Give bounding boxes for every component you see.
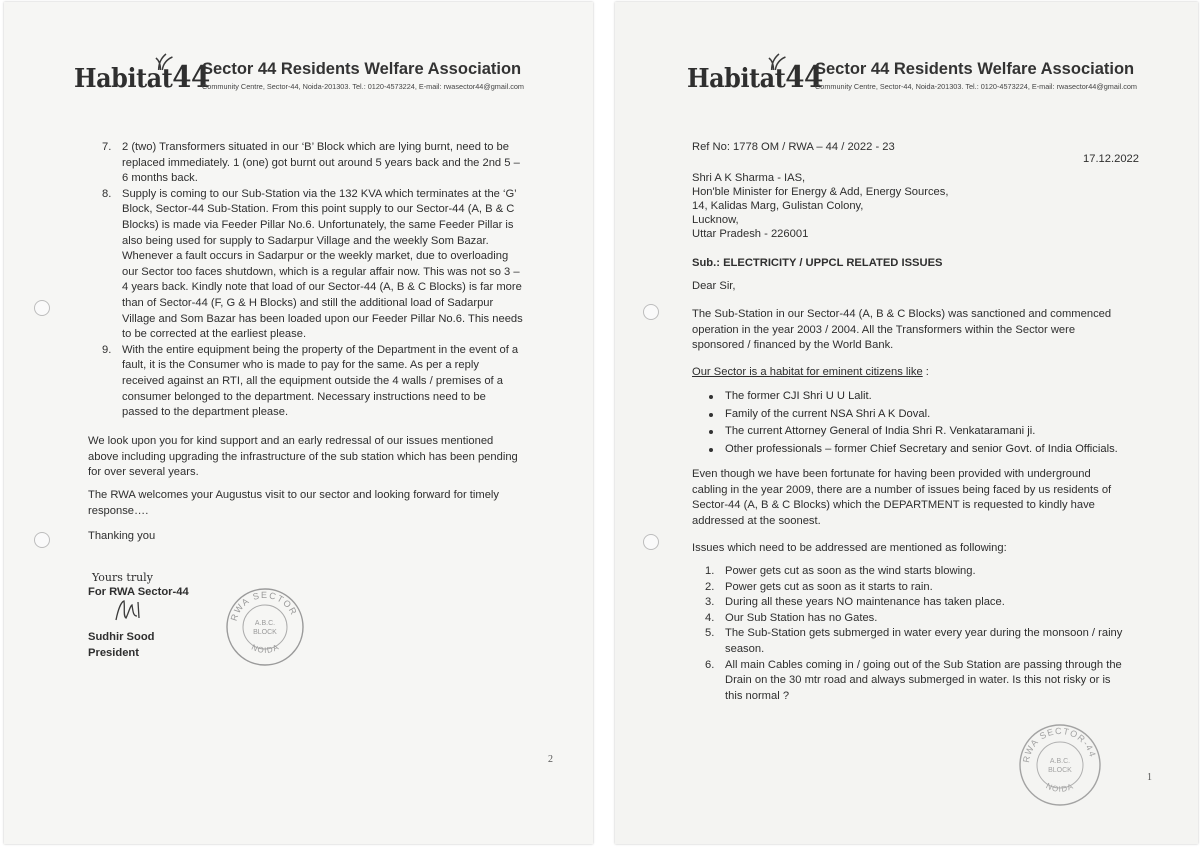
habitat-heading: Our Sector is a habitat for eminent citizens like : xyxy=(692,366,929,378)
subject-line: Sub.: ELECTRICITY / UPPCL RELATED ISSUES xyxy=(692,257,943,269)
list-item: The former CJI Shri U U Lalit. xyxy=(707,389,1147,405)
welcome-paragraph: The RWA welcomes your Augustus visit to our sector and looking forward for timely response…. xyxy=(88,489,500,517)
list-item: The current Attorney General of India Shri R. Venkataramani ji. xyxy=(707,424,1147,440)
punch-hole xyxy=(34,300,50,316)
thanking-line: Thanking you xyxy=(88,530,156,542)
reference-number: Ref No: 1778 OM / RWA – 44 / 2022 - 23 xyxy=(692,141,895,153)
svg-text:BLOCK: BLOCK xyxy=(1048,767,1072,774)
list-item: 5. The Sub-Station gets submerged in water every year during the monsoon / rainy season. xyxy=(705,627,1123,655)
svg-text:A.B.C.: A.B.C. xyxy=(1049,758,1071,765)
punch-hole xyxy=(643,304,659,320)
list-item: 2. Power gets cut as soon as it starts to rain. xyxy=(705,580,933,593)
signatory-name: Sudhir Sood xyxy=(88,631,155,643)
issues-list-continued xyxy=(102,140,548,421)
list-item: 4. Our Sub Station has no Gates. xyxy=(705,611,878,624)
org-name: Sector 44 Residents Welfare Association xyxy=(815,60,1135,78)
page-number: 1 xyxy=(1147,772,1152,783)
letter-page-2 xyxy=(4,2,593,844)
rwa-stamp xyxy=(222,584,308,670)
signature-mark xyxy=(112,598,152,624)
leaf-icon xyxy=(155,52,175,72)
issues-list xyxy=(705,564,1150,704)
svg-text:A.B.C.: A.B.C. xyxy=(254,620,276,627)
list-item: 7. 2 (two) Transformers situated in our ‘B’ Block which are lying burnt, need to be replaced immediately. 1 (one) got burnt out around 5 years back and the 2nd 5 – 6 months back. xyxy=(102,141,520,185)
closing-paragraph: We look upon you for kind support and an early redressal of our issues mentioned above including upgrading the infrastructure of the sub station which has been pending for over several years. xyxy=(88,435,518,479)
list-item: Other professionals – former Chief Secretary and senior Govt. of India Officials. xyxy=(707,442,1147,458)
svg-text:RWA SECTOR-44: RWA SECTOR-44 xyxy=(1020,725,1099,764)
addressee-block: Shri A K Sharma - IAS, Hon'ble Minister for Energy & Add, Energy Sources, 14, Kalidas Marg, Gulistan Colony, Lucknow, Uttar Pradesh - 226001 xyxy=(692,172,949,240)
letter-page-1 xyxy=(615,2,1198,844)
svg-text:RWA SECTOR: RWA SECTOR xyxy=(228,589,300,623)
punch-hole xyxy=(34,532,50,548)
habitat-logo: Habitat44 xyxy=(687,54,802,102)
list-item: 1. Power gets cut as soon as the wind starts blowing. xyxy=(705,565,976,577)
org-address: Community Centre, Sector-44, Noida-201303. Tel.: 0120-4573224, E-mail: rwasector44@gmail.com xyxy=(202,82,525,91)
eminent-citizens-list xyxy=(707,389,1147,459)
issues-intro: Issues which need to be addressed are mentioned as following: xyxy=(692,542,1007,554)
habitat-logo: Habitat44 xyxy=(74,54,189,102)
org-address: Community Centre, Sector-44, Noida-201303. Tel.: 0120-4573224, E-mail: rwasector44@gmail.com xyxy=(815,82,1138,91)
org-name: Sector 44 Residents Welfare Association xyxy=(202,60,522,78)
for-rwa-line: For RWA Sector-44 xyxy=(88,586,189,598)
intro-paragraph: The Sub-Station in our Sector-44 (A, B & C Blocks) was sanctioned and commenced operation in the year 2003 / 2004. All the Transformers within the Sector were sponsored / financed by the World Bank. xyxy=(692,308,1112,352)
svg-text:NOIDA: NOIDA xyxy=(250,642,281,656)
signatory-title: President xyxy=(88,647,139,659)
list-item: 6. All main Cables coming in / going out of the Sub Station are passing through the Drain on the 30 mtr road and always submerged in water. Is this not risky or is this normal ? xyxy=(705,658,1122,702)
svg-text:NOIDA: NOIDA xyxy=(1044,781,1076,794)
rwa-stamp xyxy=(1015,720,1105,810)
list-item: 9. With the entire equipment being the property of the Department in the event of a fault, it is the Consumer who is made to pay for the same. As per a reply received against an RTI, all the equipment outside the 4 walls / premises of a consumer belonged to the department. Necessary instructions need to be passed to the department please. xyxy=(102,343,519,419)
letter-date: 17.12.2022 xyxy=(1083,153,1139,165)
leaf-icon xyxy=(768,52,788,72)
list-item: 8. Supply is coming to our Sub-Station via the 132 KVA which terminates at the ‘G’ Block, Sector-44 Sub-Station. From this point supply to our Sector-44 (A, B & C Blocks) is made via Feeder Pillar No.6. Unfortunately, the same Feeder Pillar is also being used for supply to Sadarpur Village and the weekly Som Bazar. Whenever a fault occurs in Sadarpur or the weekly market, due to overloading our Sector too faces shutdown, which is a regular affair now. This was not so 3 – 4 years back. Kindly note that load of our Sector-44 (A, B & C Blocks) is far more than of Sector-44 (F, G & H Blocks) and still the additional load of Sadarpur Village and Som Bazar has been loaded upon our Feeder Pillar No.6. This needs to be corrected at the earliest please. xyxy=(102,187,523,341)
cabling-paragraph: Even though we have been fortunate for having been provided with underground cabling in the year 2009, there are a number of issues being faced by us residents of Sector-44 (A, B & C Blocks) which the DEPARTMENT is requested to kindly have addressed at the soonest. xyxy=(692,468,1112,527)
salutation: Dear Sir, xyxy=(692,280,736,292)
punch-hole xyxy=(643,534,659,550)
list-item: Family of the current NSA Shri A K Doval. xyxy=(707,407,1147,423)
page-number: 2 xyxy=(548,754,553,765)
svg-text:BLOCK: BLOCK xyxy=(253,629,277,636)
yours-truly: Yours truly xyxy=(92,571,153,584)
list-item: 3. During all these years NO maintenance has taken place. xyxy=(705,596,1005,609)
